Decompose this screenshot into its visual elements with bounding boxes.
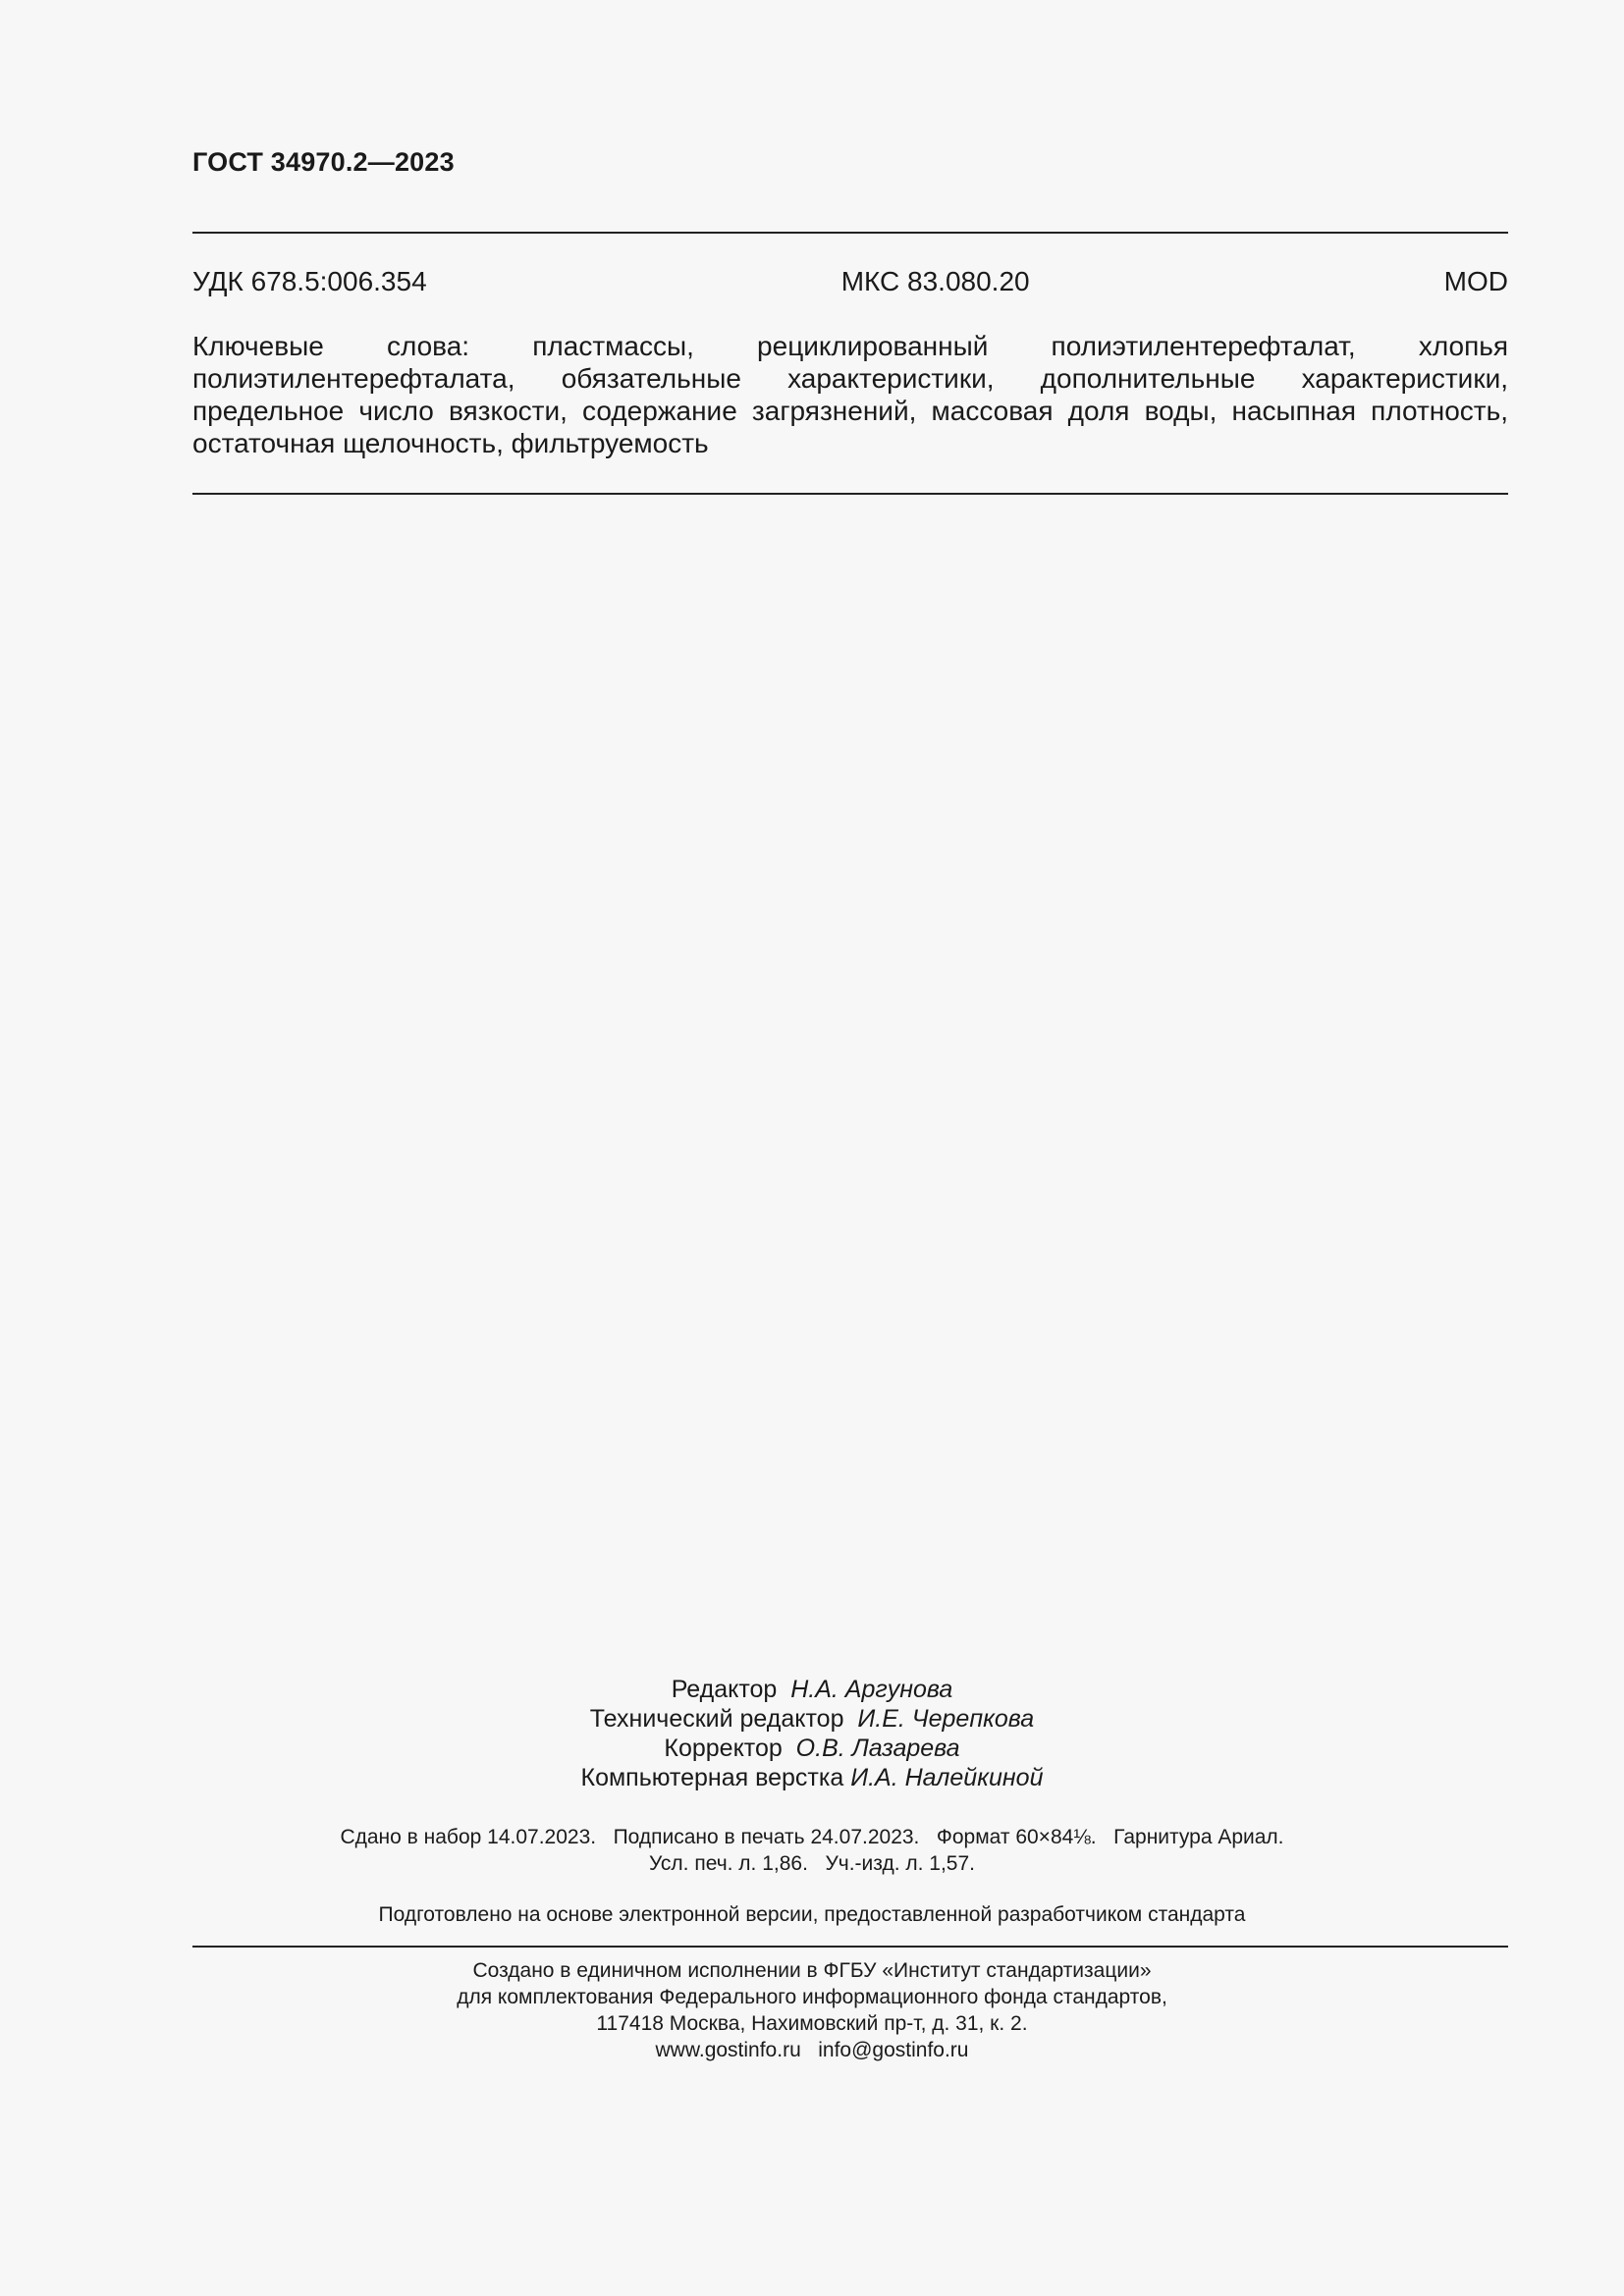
publisher-line-3: 117418 Москва, Нахимовский пр-т, д. 31, к. 2.	[596, 2012, 1028, 2035]
publisher-block	[0, 1957, 1624, 2063]
credit-corrector	[0, 1734, 1624, 1763]
credit-editor	[0, 1675, 1624, 1704]
publisher-divider	[192, 1946, 1508, 1948]
document-code: ГОСТ 34970.2—2023	[192, 147, 455, 177]
print-info-line-1: Сдано в набор 14.07.2023. Подписано в печать 24.07.2023. Формат 60×84⅛. Гарнитура Ариал.	[340, 1826, 1284, 1848]
credit-tech-editor	[0, 1704, 1624, 1734]
credit-name: О.В. Лазарева	[795, 1735, 960, 1762]
credits-block	[0, 1675, 1624, 1792]
credit-role: Технический редактор	[589, 1705, 844, 1733]
credit-layout	[0, 1763, 1624, 1792]
credit-name: Н.А. Аргунова	[790, 1676, 953, 1703]
print-info-line-2: Усл. печ. л. 1,86. Уч.-изд. л. 1,57.	[648, 1852, 975, 1875]
mks-code: МКС 83.080.20	[840, 266, 1030, 296]
print-info	[0, 1824, 1624, 1877]
classification-row	[192, 266, 1508, 297]
credit-name: И.А. Налейкиной	[850, 1764, 1044, 1791]
mod-label: MOD	[1443, 266, 1508, 296]
publisher-line-4: www.gostinfo.ru info@gostinfo.ru	[655, 2039, 969, 2061]
credit-role: Компьютерная верстка	[580, 1764, 844, 1791]
credit-role: Редактор	[671, 1676, 778, 1703]
credit-role: Корректор	[664, 1735, 783, 1762]
credit-name: И.Е. Черепкова	[857, 1705, 1035, 1733]
prepared-note: Подготовлено на основе электронной версии, предоставленной разработчиком стандарта	[378, 1903, 1246, 1926]
publisher-line-2: для комплектования Федерального информационного фонда стандартов,	[457, 1986, 1167, 2008]
publisher-line-1: Создано в единичном исполнении в ФГБУ «Институт стандартизации»	[472, 1959, 1152, 1982]
keywords-divider	[192, 493, 1508, 495]
top-divider	[192, 232, 1508, 234]
udk-code: УДК 678.5:006.354	[192, 266, 427, 296]
keywords-paragraph: Ключевые слова: пластмассы, рециклированный полиэтилентерефталат, хлопья полиэтилентерефталата, обязательные характеристики, дополнительные характеристики, предельное число вязкости, содержание загрязнений, массовая доля воды, насыпная плотность, остаточная щелочность, фильтруемость	[192, 331, 1508, 458]
